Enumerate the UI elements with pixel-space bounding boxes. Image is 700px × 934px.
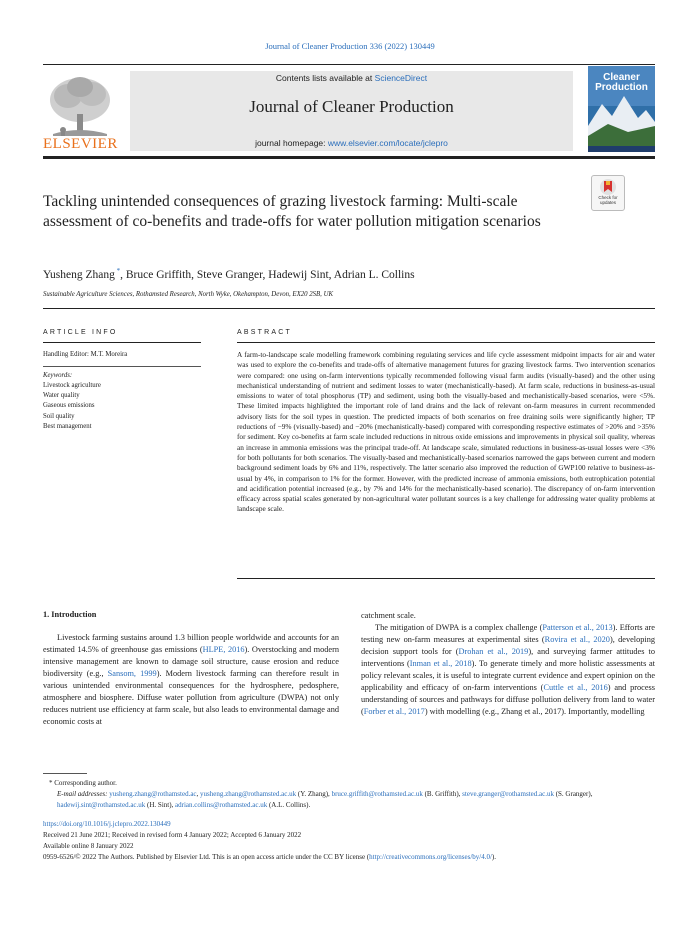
corresponding-author-mark[interactable]: * (114, 267, 121, 275)
header-top-rule (43, 64, 655, 65)
body-text: (A.L. Collins). (267, 801, 311, 809)
citation-link[interactable]: Rovira et al., 2020 (544, 635, 610, 644)
publisher-logo-text: ELSEVIER (43, 136, 118, 152)
bookmark-icon (592, 176, 624, 196)
citation-link[interactable]: yusheng.zhang@rothamsted.ac.uk (200, 790, 297, 798)
body-text: E-mail addresses: (57, 790, 110, 798)
citation-link[interactable]: Inman et al., 2018 (409, 659, 472, 668)
body-text: (H. Sint), (145, 801, 176, 809)
homepage-prefix: journal homepage: (255, 138, 326, 148)
body-text: (Y. Zhang), (296, 790, 332, 798)
journal-title: Journal of Cleaner Production (249, 97, 454, 116)
article-info-rule (43, 342, 201, 343)
keyword: Livestock agriculture (43, 382, 101, 389)
homepage-line (130, 138, 573, 148)
footnote-rule (43, 773, 87, 774)
check-for-updates-button[interactable] (591, 175, 625, 211)
intro-column-right (361, 610, 655, 718)
citation-link[interactable]: yusheng.zhang@rothamsted.ac (109, 790, 197, 798)
article-title: Tackling unintended consequences of grazing livestock farming: Multi-scale assessment of co-benefits and trade-offs for water pollution mitigation scenarios (43, 193, 541, 230)
contents-line (130, 73, 573, 83)
contents-prefix: Contents lists available at (275, 73, 373, 83)
body-text: ) with modelling (e.g., Zhang et al., 2017). Importantly, modelling (424, 707, 645, 716)
affiliation-rule (43, 308, 655, 309)
author-name[interactable]: Adrian L. Collins (333, 268, 415, 281)
body-text: (B. Griffith), (422, 790, 463, 798)
received-dates: Received 21 June 2021; Received in revised form 4 January 2022; Accepted 6 January 2022 (43, 831, 302, 839)
license-suffix: ). (491, 853, 497, 861)
keyword: Gaseous emissions (43, 402, 95, 410)
body-text: ). Modern livestock farming can therefore result in various unintended environmental consequences for the hydrosphere, pedosphere, atmosphere and biosphere. Diffuse water pollution from agriculture (DWPA) not only reduces nutrient use efficiency at farm scale, but also leads to environmental damage and economic costs at (43, 669, 339, 726)
citation-link[interactable]: Sansom, 1999 (107, 669, 157, 678)
body-text: ). To generate timely and more holistic assessments at policy relevant scales, it is useful to integrate current evidence and expert opinion on the applicability and efficacy of on-farm interventions ( (361, 659, 655, 692)
body-text: Livestock farming sustains around 1.3 billion people worldwide and accounts for an estimated 14.5% of greenhouse gas emissions ( (43, 633, 339, 654)
article-info-divider (43, 366, 201, 367)
license-line (43, 853, 655, 861)
citation-link[interactable]: adrian.collins@rothamsted.ac.uk (175, 801, 268, 809)
doi-link[interactable]: https://doi.org/10.1016/j.jclepro.2022.130449 (43, 820, 171, 828)
cover-title-line2: Production (595, 82, 648, 93)
author-list: Yusheng Zhang *, Bruce Griffith, Steve Granger, Hadewij Sint, Adrian L. Collins (43, 267, 415, 281)
introduction-heading: 1. Introduction (43, 610, 97, 619)
body-text: ), developing decision support tools for ( (361, 635, 656, 656)
author-name[interactable]: Yusheng Zhang (43, 268, 115, 281)
author-name[interactable]: Bruce Griffith (125, 268, 192, 281)
affiliation: Sustainable Agriculture Sciences, Rothamsted Research, North Wyke, Okehampton, Devon, EX20 2SB, UK (43, 291, 334, 298)
citation-link[interactable]: Forber et al., 2017 (363, 707, 425, 716)
keywords-heading: Keywords: (43, 372, 73, 379)
license-link[interactable]: http://creativecommons.org/licenses/by/4.0/ (369, 853, 492, 861)
body-text: (S. Granger), (553, 790, 593, 798)
citation-link[interactable]: steve.granger@rothamsted.ac.uk (462, 790, 554, 798)
intro-column-left (43, 632, 339, 728)
abstract-heading: ABSTRACT (237, 329, 292, 336)
intro-right-paragraph (361, 622, 655, 718)
abstract-bottom-rule (237, 578, 655, 579)
intro-right-lead: catchment scale. (361, 611, 416, 620)
keywords-list (43, 381, 101, 432)
available-online-date: Available online 8 January 2022 (43, 842, 134, 850)
homepage-link[interactable]: www.elsevier.com/locate/jclepro (327, 138, 448, 148)
corresponding-author-note: * Corresponding author. (49, 779, 117, 787)
author-name[interactable]: Hadewij Sint (268, 268, 329, 281)
journal-reference[interactable]: Journal of Cleaner Production 336 (2022) 130449 (265, 41, 435, 51)
keyword: Best management (43, 422, 92, 430)
citation-link[interactable]: Cuttle et al., 2016 (543, 683, 608, 692)
license-text: 0959-6526/© 2022 The Authors. Published by Elsevier Ltd. This is an open access article under the CC BY license ( (43, 853, 370, 861)
body-text: ). Efforts are testing new on-farm measures at experimental sites ( (361, 623, 655, 644)
abstract-top-rule (237, 342, 655, 343)
cover-title (590, 73, 653, 93)
abstract-text: A farm-to-landscape scale modelling framework combining regulating services and life cycle assessment midpoint impacts for air and water was used to explore the co-benefits and trade-offs of alternative management futures for grazing livestock farms. Two intervention scenarios were compared: one using on-farm interventions typically recommended following visual farm audits (visually-based) and the other using mechanistical understanding of nutrient and sediment losses to water (mechanistically-based). At farm scale, reductions in business-as-usual emissions to water of total phosphorus (TP) and sediment, using both the visually-based and mechanistically-based scenarios, were <5%. These limited impacts highlighted the important role of land drains and the lack of relevant on-farm measures in current recommended advisory lists for the soil types in question. The predicted impacts of both scenarios on free draining soils were significantly higher; TP reductions of −9% (visually-based) and −20% (mechanistically-based) compared with corresponding respective estimates of >20% and >35% for sediment. Key co-benefits at farm scale included reductions in nitrous oxide emissions and improvements in physical soil quality, whereas an increase in ammonia emissions was the principal trade-off. At landscape scale, simulated reductions in business-as-usual losses were <3% for both pollutants for both scenarios. The visually-based and mechanistically-based scenarios narrowed the gaps between current and modern background sediment loads by 6% and 11%, respectively. The latter scenario also improved the reduction of GWP100 relative to business-as-usual by 4%, in comparison to 1% for the former. However, with the predicted increase of ammonia emissions, both eutrophication potential and acidification potential increased (e.g., by 7% and 14% for the mechanistically-based scenario). The discrepancy of on-farm intervention efficacy across spatial scales generated by non-agricultural water pollutant sources is a key challenge for addressing water quality problems at landscape scale. (237, 350, 655, 514)
sciencedirect-link[interactable]: ScienceDirect (374, 73, 428, 83)
author-name[interactable]: Steve Granger (196, 268, 263, 281)
body-text: ) and process understanding of sources and pathways for diffuse pollution delivery from land to water ( (361, 683, 655, 716)
article-info-heading: ARTICLE INFO (43, 329, 118, 336)
check-for-updates-label: Check for updates (598, 195, 618, 205)
citation-link[interactable]: Drohan et al., 2019 (458, 647, 529, 656)
citation-link[interactable]: Patterson et al., 2013 (542, 623, 613, 632)
body-text: ), and surveying farmer attitudes to interventions ( (361, 647, 655, 668)
header-bottom-rule (43, 156, 655, 159)
keyword: Soil quality (43, 412, 75, 420)
body-text: , (196, 790, 201, 798)
handling-editor: Handling Editor: M.T. Moreira (43, 351, 128, 358)
email-addresses (43, 789, 655, 811)
citation-link[interactable]: bruce.griffith@rothamsted.ac.uk (331, 790, 423, 798)
body-text: The mitigation of DWPA is a complex challenge ( (375, 623, 543, 632)
keyword: Water quality (43, 392, 80, 400)
body-text: ). Overstocking and modern intensive management are known to damage soil structure, cause erosion and reduce biodiversity (e.g., (43, 645, 339, 678)
citation-link[interactable]: HLPE, 2016 (202, 645, 245, 654)
footnote (43, 778, 655, 811)
cover-title-line1: Cleaner (603, 72, 640, 83)
citation-link[interactable]: hadewij.sint@rothamsted.ac.uk (57, 801, 146, 809)
